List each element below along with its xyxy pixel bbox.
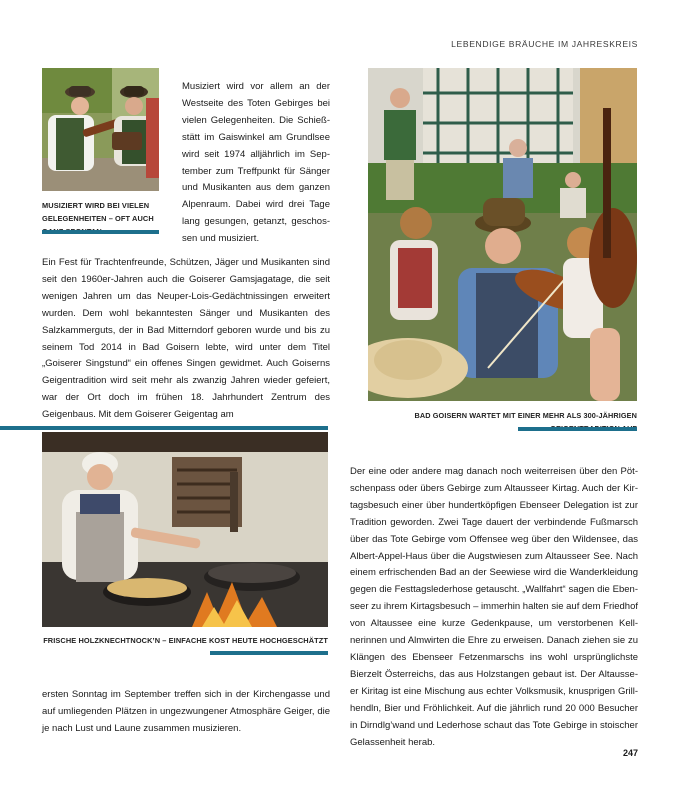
violins-caption-rule bbox=[518, 427, 637, 431]
violins-caption: BAD GOISERN WARTET MIT EINER MEHR ALS 300-JÄHRIGEN bbox=[414, 411, 637, 420]
cook-caption: FRISCHE HOLZKNECHTNOCK’N – EINFACHE KOST HEUTE HOCHGESCHÄTZT bbox=[43, 636, 328, 645]
cook-caption-rule bbox=[210, 651, 328, 655]
violin-players-photo bbox=[368, 68, 637, 401]
page-number: 247 bbox=[622, 748, 638, 758]
musicians-photo bbox=[42, 68, 159, 191]
ersten-sonntag-paragraph: ersten Sonntag im September treffen sich in der Kirchengasse und auf umliegenden Plätzen in ungezwungener Atmosphäre Geiger, die je nach Lust und Laune zusammen musizieren. bbox=[42, 689, 330, 734]
section-divider-rule bbox=[0, 426, 328, 430]
musicians-caption: MUSIZIERT WIRD BEI VIELEN GELEGENHEITEN – OFT AUCH bbox=[42, 201, 154, 223]
intro-paragraph: Musiziert wird vor allem an der Westseite des Toten Gebirges bei vielen Gelegenheiten. Die Schießstätt im Gaiswinkel am Grundlsee wird seit 1974 alljährlich im September zum Treffpunkt für Sänger und Musikanten aus dem ganzen Alpenraum. Dabei wird drei Tage lang gesungen, getanzt, geschossen und musiziert. bbox=[182, 81, 330, 245]
musicians-caption-rule bbox=[42, 230, 159, 234]
running-head: LEBENDIGE BRÄUCHE IM JAHRESKREIS bbox=[451, 39, 638, 49]
feste-paragraph: Ein Fest für Trachtenfreunde, Schützen, Jäger und Musikanten sind seit den 1960er-Jahren auch die Goiserer Gamsjagatage, die seit wenigen Jahren um das Neuper-Lois-Gedächtnissingen erweitert wurden. Dem wohl bekanntesten Sänger und Musikanten des Salzkammerguts, der in Bad Mitterndorf geboren wurde und bis zu seinem Tod 2014 in Bad Goisern lebte, wird unter dem Titel „Goiserer Singstund“ ein offenes Singen gewidmet. Auch Goiserns Geigentradition wird seit mehr als zwanzig Jahren wieder gefeiert, war der Ort doch im frühen 18. Jahrhundert Zentrum des Geigenbaus. Mit dem Goiserer Geigentag am bbox=[42, 257, 330, 421]
kirtag-paragraph: Der eine oder andere mag danach noch weiterreisen über den Pötschenpass oder übers Gebirge zum Altausseer Kirtag. Auch der Kirtagsbesuch einer über hundertköpfigen Ebenseer Delegation ist zur Tradition geworden. Zwei Tage dauert der verbindende Fußmarsch über das Tote Gebirge vom Offensee weg über den Wildensee, das Albert-Appel-Haus über die Augstwiesen zum Altausseer See. Nach einem erfrischenden Bad an der Seewiese wird die Wanderkleidung gegen die Festtagslederhose getauscht. „Wallfahrt“ sagen die Ebenseer zu ihrem Kirtagsbesuch – immerhin halten sie auf dem Friedhof von Altaussee eine kurze Gedenkpause, um verstorbenen Kellnerinnen und Almwirten die Ehre zu erweisen. Danach ziehen sie zu Klängen des Ebenseer Fetzenmarschs ins wohl ursprünglichste Bierzelt Österreichs, das aus Holzstangen gebaut ist. Der Altausseer Kiritag ist eine Mischung aus echter Volksmusik, knusprigen Grillhendln, Bier und Fröhlichkeit. Auf die jährlich rund 20 000 Besucher in Dirndlg’wand und Lederhose schaut das Tote Gebirge in stoischer Gelassenheit herab. bbox=[350, 466, 638, 748]
cook-photo bbox=[42, 432, 328, 627]
